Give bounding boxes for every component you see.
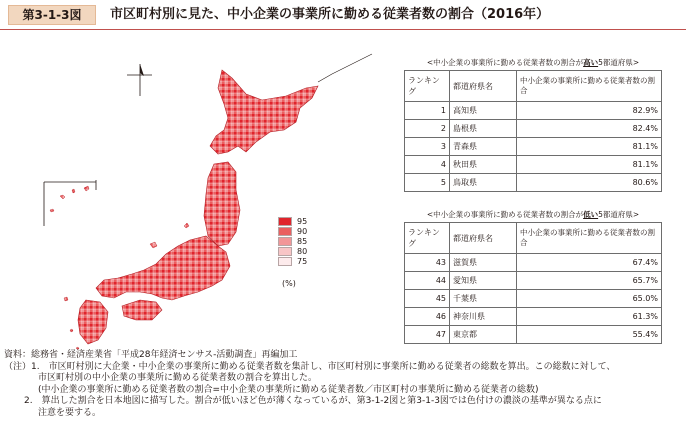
rank-cell: 2: [405, 120, 450, 138]
source-note: 資料：総務省・経済産業省「平成28年経済センサス-活動調査」再編加工: [4, 350, 298, 360]
bottom-caption-emphasis: 低い: [583, 210, 599, 219]
share-cell: 82.4%: [517, 120, 662, 138]
rank-cell: 47: [405, 326, 450, 344]
table-row: [405, 308, 662, 326]
note-1-line-2: 市区町村別の中小企業の事業所に勤める従業者数の割合を算出した。: [38, 373, 318, 383]
share-cell: 61.3%: [517, 308, 662, 326]
table-row: [405, 102, 662, 120]
table-row: [405, 290, 662, 308]
share-cell: 65.7%: [517, 272, 662, 290]
figure-header: [0, 0, 686, 30]
prefecture-cell: 青森県: [450, 138, 517, 156]
table-row: [405, 272, 662, 290]
rank-header: ランキング: [405, 71, 450, 102]
prefecture-cell: 秋田県: [450, 156, 517, 174]
bottom-caption-pre: <中小企業の事業所に勤める従業者数の割合が: [426, 210, 584, 219]
prefecture-header: 都道府県名: [450, 223, 517, 254]
figure-title: 市区町村別に見た、中小企業の事業所に勤める従業者数の割合（2016年）: [110, 7, 550, 22]
note-1-line-1: （注）1. 市区町村別に大企業・中小企業の事業所に勤める従業者数を集計し、市区町村別に事業所に勤める従業者の総数を算出。この総数に対して、: [4, 361, 616, 372]
legend-label-75: 75: [297, 257, 308, 266]
japan-choropleth-map: [0, 30, 400, 350]
share-cell: 67.4%: [517, 254, 662, 272]
top-caption-emphasis: 高い: [583, 58, 599, 67]
bottom-five-table: [404, 222, 662, 344]
map-legend: [270, 217, 330, 297]
legend-swatch-80: [278, 247, 292, 256]
region-honshu: [96, 236, 230, 300]
legend-label-95: 95: [297, 217, 308, 226]
rank-cell: 46: [405, 308, 450, 326]
prefecture-cell: 千葉県: [450, 290, 517, 308]
region-kurils: [318, 54, 372, 82]
top-five-table-block: [404, 58, 662, 192]
table-header-row: [405, 223, 662, 254]
bottom-caption-post: 5都道府県>: [598, 210, 640, 219]
table-header-row: [405, 71, 662, 102]
rank-header: ランキング: [405, 223, 450, 254]
share-cell: 55.4%: [517, 326, 662, 344]
bottom-five-caption: [404, 210, 662, 222]
legend-unit: (%): [282, 279, 296, 288]
top-caption-post: 5都道府県>: [598, 58, 640, 67]
table-row: [405, 156, 662, 174]
prefecture-cell: 鳥取県: [450, 174, 517, 192]
rank-cell: 44: [405, 272, 450, 290]
rank-cell: 43: [405, 254, 450, 272]
region-kyushu: [78, 300, 108, 344]
note-2-line-2: 注意を要する。: [38, 407, 102, 418]
prefecture-cell: 愛知県: [450, 272, 517, 290]
bottom-five-table-block: [404, 210, 662, 344]
note-2-line-1: 2. 算出した割合を日本地図に描写した。割合が低いほど色が薄くなっているが、第3-1-2図と第3-1-3図では色付けの濃淡の基準が異なる点に: [24, 396, 602, 406]
region-hokkaido: [210, 70, 318, 154]
prefecture-header: 都道府県名: [450, 71, 517, 102]
rank-cell: 5: [405, 174, 450, 192]
legend-label-85: 85: [297, 237, 308, 246]
legend-swatch-85: [278, 237, 292, 246]
note-1-line-3: (中小企業の事業所に勤める従業者数の割合=中小企業の事業所に勤める従業者数／市区町村の事業所に勤める従業者の総数): [38, 384, 539, 395]
legend-swatch-75: [278, 257, 292, 266]
legend-swatch-95: [278, 217, 292, 226]
prefecture-cell: 東京都: [450, 326, 517, 344]
prefecture-cell: 神奈川県: [450, 308, 517, 326]
share-cell: 65.0%: [517, 290, 662, 308]
legend-label-80: 80: [297, 247, 308, 256]
prefecture-cell: 島根県: [450, 120, 517, 138]
table-row: [405, 120, 662, 138]
share-cell: 80.6%: [517, 174, 662, 192]
table-row: [405, 254, 662, 272]
legend-swatch-90: [278, 227, 292, 236]
okinawa-islands: [50, 186, 89, 212]
rank-cell: 45: [405, 290, 450, 308]
prefecture-cell: 滋賀県: [450, 254, 517, 272]
table-row: [405, 138, 662, 156]
legend-label-90: 90: [297, 227, 308, 236]
compass-icon: [127, 64, 152, 96]
share-cell: 81.1%: [517, 156, 662, 174]
top-five-table: [404, 70, 662, 192]
share-cell: 82.9%: [517, 102, 662, 120]
table-row: [405, 326, 662, 344]
share-header: 中小企業の事業所に勤める従業者数の割合: [517, 223, 662, 254]
figure-label: 第3-1-3図: [8, 5, 96, 25]
top-five-caption: [404, 58, 662, 70]
share-header: 中小企業の事業所に勤める従業者数の割合: [517, 71, 662, 102]
region-shikoku: [122, 300, 162, 320]
region-tohoku: [204, 162, 240, 246]
notes-section: [4, 350, 684, 419]
rank-cell: 3: [405, 138, 450, 156]
share-cell: 81.1%: [517, 138, 662, 156]
prefecture-cell: 高知県: [450, 102, 517, 120]
rank-cell: 1: [405, 102, 450, 120]
rank-cell: 4: [405, 156, 450, 174]
table-row: [405, 174, 662, 192]
top-caption-pre: <中小企業の事業所に勤める従業者数の割合が: [426, 58, 584, 67]
